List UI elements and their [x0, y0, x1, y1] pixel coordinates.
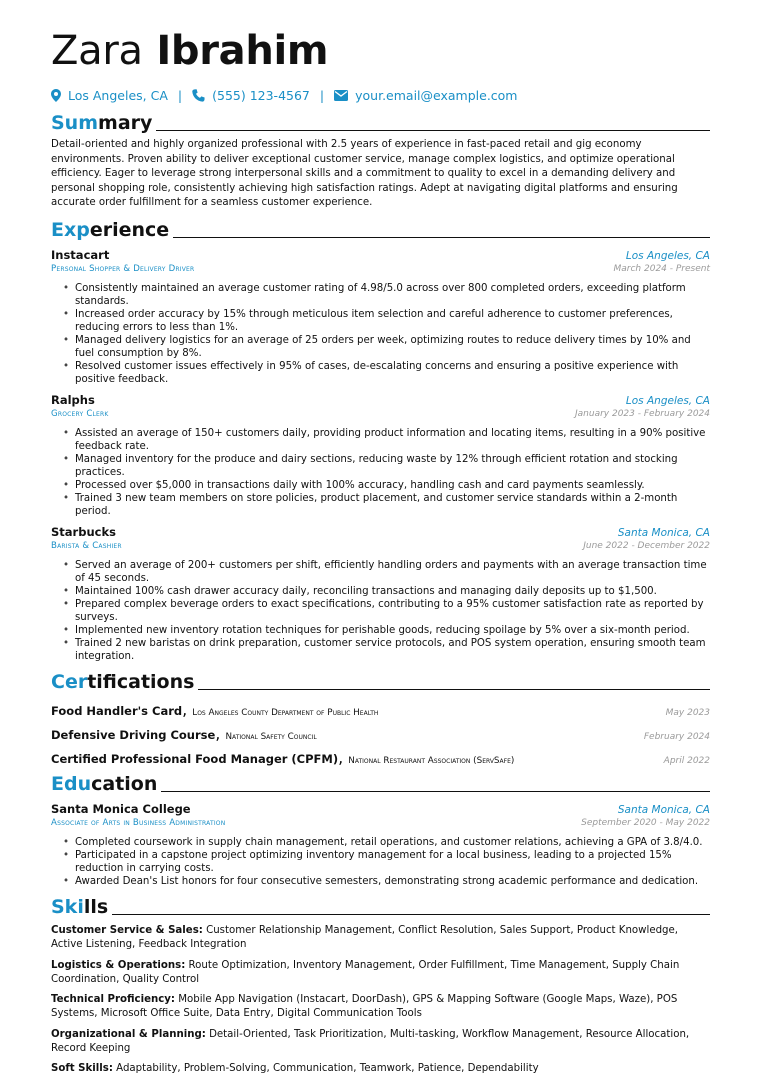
certification-name: Certified Professional Food Manager (CPFM) [51, 751, 339, 766]
job-bullets [51, 427, 710, 518]
experience-heading [51, 217, 710, 241]
job-location: Los Angeles, CA [625, 394, 710, 407]
bullet-item: • Participated in a capstone project optimizing inventory management for a local business, leading to a projected 15% reduction in carrying costs. [75, 849, 710, 875]
section-title [51, 896, 108, 918]
section-title-accent: Sum [51, 112, 99, 134]
bullet-item: • Trained 2 new baristas on drink preparation, customer service protocols, and POS system operation, ensuring smooth team integration. [75, 637, 710, 663]
skill-label: Customer Service & Sales: [51, 924, 203, 936]
bullet-item: • Prepared complex beverage orders to exact specifications, contributing to a 95% customer satisfaction rate as reported by surveys. [75, 598, 710, 624]
skill-group [51, 959, 710, 988]
contact-phone[interactable] [192, 88, 310, 103]
certifications-heading [51, 669, 710, 693]
bullet-item: • Processed over $5,000 in transactions daily with 100% accuracy, handling cash and card payments seamlessly. [75, 479, 710, 492]
summary-text: Detail-oriented and highly organized professional with 2.5 years of experience in fast-paced retail and gig economy environments. Proven ability to deliver exceptional customer service, manage complex logistics, and optimize operational efficiency. Eager to leverage strong interpersonal skills and a commitment to quality to excel in a demanding delivery and personal shopping role, consistently achieving high satisfaction ratings. Adept at navigating digital platforms and ensuring accurate order fulfillment for a seamless customer experience. [51, 139, 678, 209]
contact-separator: | [177, 87, 183, 103]
certification-date: May 2023 [665, 707, 710, 718]
skill-label: Organizational & Planning: [51, 1028, 206, 1040]
phone-icon [192, 89, 205, 102]
skill-text: Adaptability, Problem-Solving, Communication, Teamwork, Patience, Dependability [116, 1063, 539, 1075]
contact-bar [51, 86, 710, 104]
experience-entry-ralphs [51, 393, 710, 518]
skill-text: Mobile App Navigation (Instacart, DoorDash), GPS & Mapping Software (Google Maps, Waze), POS Systems, Microsoft Office Suite, Data Entry, Digital Communication Tools [51, 994, 678, 1020]
section-title [51, 671, 194, 693]
section-title-accent: Exp [51, 218, 90, 241]
skill-group [51, 924, 710, 953]
bullet-item: • Implemented new inventory rotation techniques for perishable goods, reducing spoilage by 5% over a six-month period. [75, 624, 710, 637]
school-name: Santa Monica College [51, 801, 191, 816]
job-title: Personal Shopper & Delivery Driver [51, 263, 195, 274]
skill-label: Soft Skills: [51, 1063, 113, 1075]
certification-item: Defensive Driving Course, National Safety Council February 2024 [51, 723, 710, 743]
skill-group [51, 993, 710, 1022]
certification-issuer: National Restaurant Association (ServSafe) [348, 755, 515, 766]
certification-name: Defensive Driving Course [51, 727, 216, 742]
job-bullets [51, 282, 710, 386]
skill-label: Technical Proficiency: [51, 994, 175, 1006]
job-title: Barista & Cashier [51, 540, 122, 551]
bullet-item: • Awarded Dean's List honors for four consecutive semesters, demonstrating strong academic performance and dedication. [75, 875, 710, 888]
section-title-accent: Cer [51, 670, 88, 693]
education-dates: September 2020 - May 2022 [581, 817, 710, 828]
job-dates: January 2023 - February 2024 [575, 408, 710, 419]
location-text: Los Angeles, CA [68, 87, 168, 103]
bullet-item: • Trained 3 new team members on store policies, product placement, and customer service standards within a 2-month period. [75, 492, 710, 518]
skills-heading [51, 894, 710, 918]
skill-group [51, 1028, 710, 1057]
bullet-item: • Managed inventory for the produce and dairy sections, reducing waste by 12% through efficient rotation and stocking practices. [75, 453, 710, 479]
education-entry [51, 802, 710, 888]
section-title-accent: Edu [51, 772, 92, 795]
section-title-rest: erience [89, 218, 170, 241]
certification-issuer: National Safety Council [225, 731, 317, 742]
last-name: Ibrahim [156, 28, 329, 74]
section-rule [198, 689, 710, 690]
email-text: your.email@example.com [355, 87, 518, 103]
section-title-rest: tifications [87, 670, 195, 693]
certification-date: April 2022 [663, 755, 710, 766]
bullet-item: • Resolved customer issues effectively in 95% of cases, de-escalating concerns and ensuring a positive experience with positive feedback. [75, 360, 710, 386]
section-title [51, 112, 152, 134]
bullet-item: • Increased order accuracy by 15% through meticulous item selection and careful adherence to customer preferences, reducing errors to less than 1%. [75, 308, 710, 334]
job-bullets [51, 559, 710, 663]
company-name: Ralphs [51, 392, 95, 407]
section-title [51, 773, 157, 795]
certification-item: Food Handler's Card, Los Angeles County Department of Public Health May 2023 [51, 699, 710, 719]
contact-separator: | [319, 87, 325, 103]
section-title [51, 219, 169, 241]
certification-item: Certified Professional Food Manager (CPFM), National Restaurant Association (ServSafe) April 2022 [51, 747, 710, 767]
candidate-name [51, 28, 710, 74]
contact-email[interactable] [334, 88, 517, 103]
job-location: Los Angeles, CA [625, 249, 710, 262]
section-title-rest: mary [98, 112, 153, 134]
bullet-item: • Served an average of 200+ customers per shift, efficiently handling orders and payments with an average transaction time of 45 seconds. [75, 559, 710, 585]
section-rule [156, 130, 710, 131]
certification-name: Food Handler's Card [51, 703, 183, 718]
first-name: Zara [51, 28, 143, 74]
bullet-item: • Consistently maintained an average customer rating of 4.98/5.0 across over 800 completed orders, exceeding platform standards. [75, 282, 710, 308]
certification-issuer: Los Angeles County Department of Public Health [192, 707, 379, 718]
summary-heading [51, 110, 710, 134]
skill-label: Logistics & Operations: [51, 959, 186, 971]
job-title: Grocery Clerk [51, 408, 109, 419]
bullet-item: • Completed coursework in supply chain management, retail operations, and customer relations, achieving a GPA of 3.8/4.0. [75, 836, 710, 849]
education-heading [51, 771, 710, 795]
experience-entry-starbucks [51, 525, 710, 663]
section-title-rest: cation [91, 772, 158, 795]
skill-text: Customer Relationship Management, Conflict Resolution, Sales Support, Product Knowledge, Active Listening, Feedback Integration [51, 924, 679, 951]
bullet-item: • Assisted an average of 150+ customers daily, providing product information and locating items, resulting in a 90% positive feedback rate. [75, 427, 710, 453]
phone-text: (555) 123-4567 [212, 87, 310, 103]
skill-text: Detail-Oriented, Task Prioritization, Multi-tasking, Workflow Management, Resource Allocation, Record Keeping [51, 1028, 690, 1055]
skill-group [51, 1062, 710, 1076]
education-bullets [51, 836, 710, 888]
skill-text: Route Optimization, Inventory Management, Order Fulfillment, Time Management, Supply Chain Coordination, Quality Control [51, 959, 680, 985]
certification-date: February 2024 [643, 731, 710, 742]
section-rule [173, 237, 710, 238]
job-location: Santa Monica, CA [617, 526, 710, 539]
degree: Associate of Arts in Business Administration [51, 817, 226, 828]
section-title-accent: Ski [51, 895, 84, 918]
job-dates: March 2024 - Present [613, 263, 710, 274]
envelope-icon [334, 90, 348, 101]
map-pin-icon [51, 89, 61, 102]
section-rule [161, 791, 710, 792]
bullet-item: • Managed delivery logistics for an average of 25 orders per week, optimizing routes to reduce delivery times by 10% and fuel consumption by 8%. [75, 334, 710, 360]
bullet-item: • Maintained 100% cash drawer accuracy daily, reconciling transactions and managing daily deposits up to $1,500. [75, 585, 710, 598]
job-dates: June 2022 - December 2022 [583, 540, 710, 551]
company-name: Starbucks [51, 524, 116, 539]
school-location: Santa Monica, CA [617, 803, 710, 816]
section-rule [112, 914, 710, 915]
contact-location [51, 88, 168, 103]
experience-entry-instacart [51, 248, 710, 386]
company-name: Instacart [51, 247, 110, 262]
section-title-rest: lls [83, 895, 109, 918]
